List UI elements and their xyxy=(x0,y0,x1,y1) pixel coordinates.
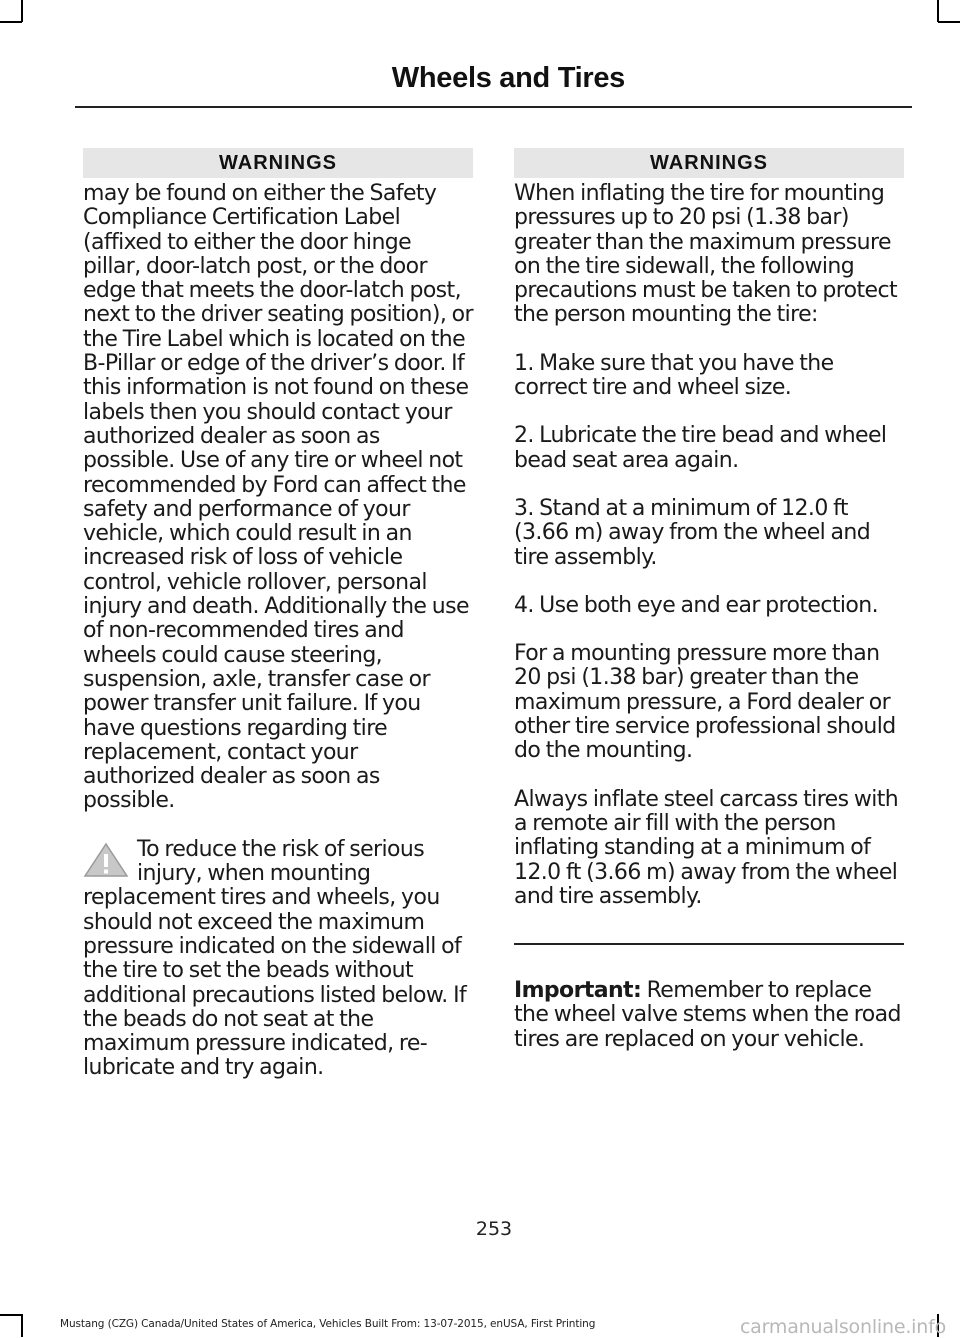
step-item: 4. Use both eye and ear protection. xyxy=(514,592,878,618)
warning-triangle-icon xyxy=(83,842,129,878)
footer-text: Mustang (CZG) Canada/United States of America, Vehicles Built From: 13-07-2015, enUSA, First Printing xyxy=(60,1318,596,1330)
important-label: Important: xyxy=(514,978,642,1004)
crop-mark xyxy=(21,1314,23,1337)
crop-mark xyxy=(0,1314,22,1316)
warning-text: may be found on either the Safety Compliance Certification Label (affixed to either the door hinge pillar, door-latch post, or the door edge that meets the door-latch post, next to the driver seating position), or the Tire Label which is located on the B-Pillar or edge of the driver’s door. If this information is not found on these labels then you should contact your authorized dealer as soon as possible. Use of any tire or wheel not recommended by Ford can affect the safety and performance of your vehicle, which could result in an increased risk of loss of vehicle control, vehicle rollover, personal injury and death. Additionally the use of non-recommended tires and wheels could cause steering, suspension, axle, transfer case or power transfer unit failure. If you have questions regarding tire replacement, contact your authorized dealer as soon as possible. xyxy=(83,181,473,814)
important-text: Remember to replace the wheel valve stems when the road tires are replaced on your vehicle. xyxy=(514,978,901,1052)
warnings-heading: WARNINGS xyxy=(83,148,473,178)
crop-mark xyxy=(938,21,960,23)
watermark: carmanualsonline.info xyxy=(739,1316,946,1338)
steel-carcass-paragraph: Always inflate steel carcass tires with a remote air fill with the person inflating standing at a minimum of 12.0 ft (3.66 m) away from the wheel and tire assembly. xyxy=(514,786,899,909)
warning-intro: When inflating the tire for mounting pressures up to 20 psi (1.38 bar) greater than the maximum pressure on the tire sidewall, the following precautions must be taken to protect the person mounting the tire: xyxy=(514,181,898,328)
step-item: 3. Stand at a minimum of 12.0 ft (3.66 m) away from the wheel and tire assembly. xyxy=(514,495,871,570)
step-item: 1. Make sure that you have the correct tire and wheel size. xyxy=(514,350,834,401)
crop-mark xyxy=(937,0,939,22)
page-title: Wheels and Tires xyxy=(391,62,625,94)
header-divider xyxy=(75,106,912,108)
section-divider xyxy=(514,943,904,945)
crop-mark xyxy=(21,0,23,22)
caution-text: To reduce the risk of serious injury, when mounting replacement tires and wheels, you should not exceed the maximum pressure indicated on the sidewall of the tire to set the beads without additional precautions listed below. If the beads do not seat at the maximum pressure indicated, re-lubricate and try again. xyxy=(83,836,467,1081)
step-item: 2. Lubricate the tire bead and wheel bead seat area again. xyxy=(514,423,887,473)
dealer-paragraph: For a mounting pressure more than 20 psi (1.38 bar) greater than the maximum pressure, a Ford dealer or other tire service professional should do the mounting. xyxy=(514,641,896,764)
caution-block xyxy=(83,838,473,1081)
page-number: 253 xyxy=(475,1218,513,1240)
crop-mark xyxy=(0,21,22,23)
right-column xyxy=(514,148,904,1052)
warnings-heading: WARNINGS xyxy=(514,148,904,178)
important-note xyxy=(514,979,904,1052)
left-column xyxy=(83,148,473,1081)
